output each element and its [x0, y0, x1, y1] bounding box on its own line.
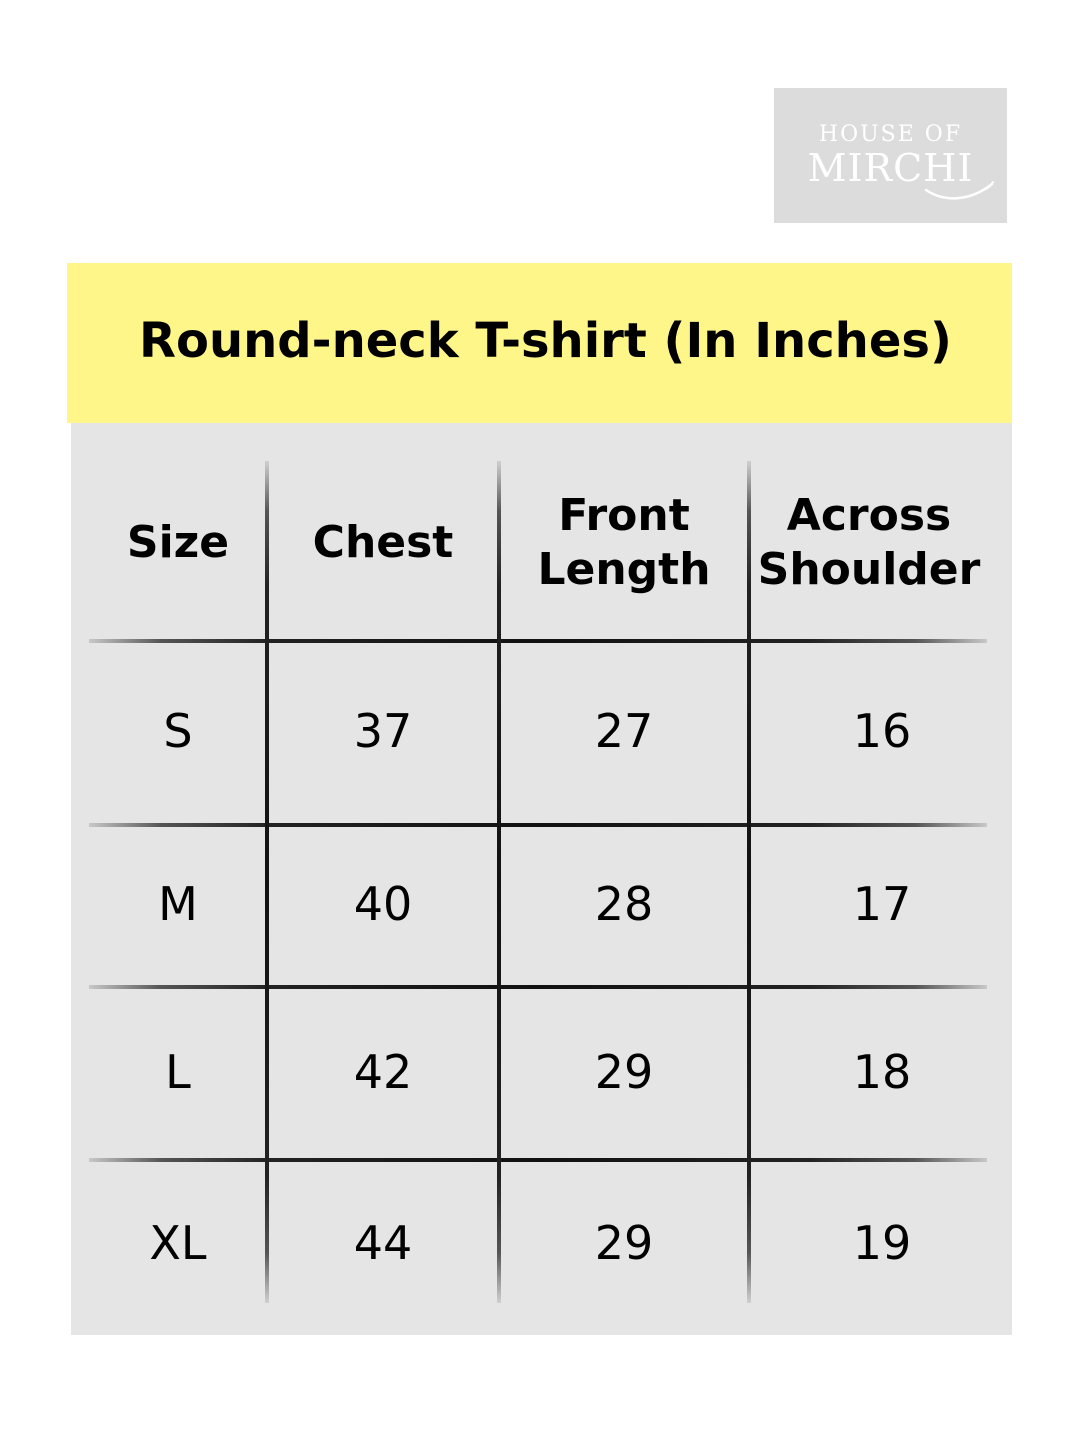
cell-l-size: L: [165, 1045, 191, 1099]
header-across-shoulder-line1: Across: [786, 490, 952, 541]
cell-s-size: S: [163, 704, 193, 758]
grid-vline-2: [497, 461, 501, 1303]
header-chest-label: Chest: [312, 517, 454, 568]
cell-s-chest: 37: [353, 704, 413, 758]
cell-l-front-length: 29: [594, 1045, 654, 1099]
header-chest: [267, 463, 499, 623]
size-chart-table: [71, 423, 1012, 1335]
page-title: Round-neck T-shirt (In Inches): [139, 313, 952, 369]
cell-l-across-shoulder: 18: [852, 1045, 912, 1099]
cell-m-size: M: [158, 877, 198, 931]
cell-xl-size: XL: [149, 1216, 207, 1270]
brand-logo: [774, 88, 1007, 223]
logo-line-1: HOUSE OF: [818, 122, 963, 147]
header-front-length: [499, 463, 749, 623]
header-size-label: Size: [126, 517, 230, 568]
cell-s-across-shoulder: 16: [852, 704, 912, 758]
cell-m-across-shoulder: 17: [852, 877, 912, 931]
title-band: [67, 263, 1012, 423]
header-size: [89, 463, 267, 623]
chili-swoosh-icon: [924, 180, 996, 204]
header-front-length-line1: Front: [558, 490, 690, 541]
grid-hline-3: [89, 985, 987, 989]
cell-xl-chest: 44: [353, 1216, 413, 1270]
header-across-shoulder: [749, 463, 989, 623]
header-across-shoulder-line2: Shoulder: [757, 544, 981, 595]
cell-xl-front-length: 29: [594, 1216, 654, 1270]
grid-hline-2: [89, 823, 987, 827]
cell-m-chest: 40: [353, 877, 413, 931]
grid-hline-4: [89, 1158, 987, 1162]
cell-m-front-length: 28: [594, 877, 654, 931]
cell-s-front-length: 27: [594, 704, 654, 758]
grid-vline-3: [747, 461, 751, 1303]
logo-line-2: MIRCHI: [807, 146, 974, 190]
header-front-length-line2: Length: [537, 544, 711, 595]
grid-hline-1: [89, 639, 987, 643]
grid-vline-1: [265, 461, 269, 1303]
cell-l-chest: 42: [353, 1045, 413, 1099]
cell-xl-across-shoulder: 19: [852, 1216, 912, 1270]
